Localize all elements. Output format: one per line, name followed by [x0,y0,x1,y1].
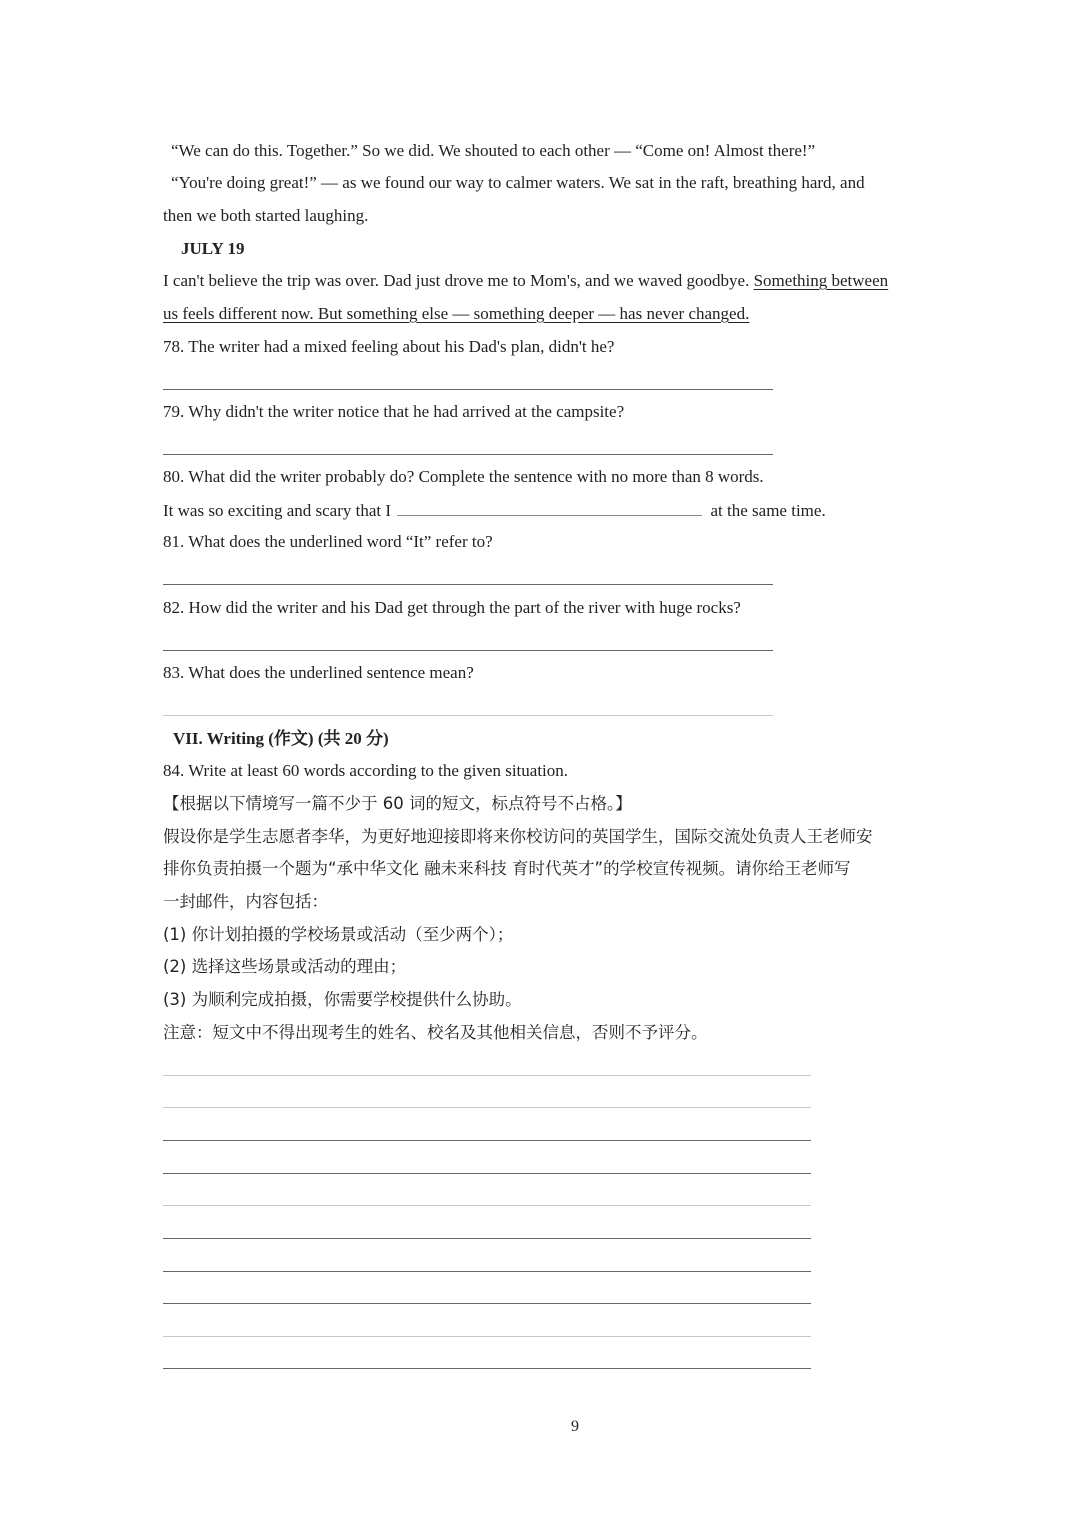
writing-line-3[interactable] [163,1140,811,1141]
answer-line-81[interactable] [163,584,773,585]
writing-line-8[interactable] [163,1303,811,1304]
exam-page [163,0,985,1527]
writing-line-4[interactable] [163,1173,811,1174]
story-line-1: “We can do this. Together.” So we did. We shouted to each other — “Come on! Almost there!” [171,141,816,160]
question-80: 80. What did the writer probably do? Complete the sentence with no more than 8 words. [163,467,764,486]
writing-line-5[interactable] [163,1205,811,1206]
writing-prompt-line-1: 假设你是学生志愿者李华，为更好地迎接即将来你校访问的英国学生，国际交流处负责人王老师安 [163,827,873,846]
answer-line-83[interactable] [163,715,773,716]
date-heading: JULY 19 [181,239,245,258]
answer-blank-80[interactable] [397,499,702,516]
answer-line-79[interactable] [163,454,773,455]
q80-sentence-before: It was so exciting and scary that I [163,501,392,520]
writing-instruction: 【根据以下情境写一篇不少于 60 词的短文，标点符号不占格。】 [163,794,632,813]
writing-line-2[interactable] [163,1107,811,1108]
writing-line-6[interactable] [163,1238,811,1239]
writing-item-2: (2) 选择这些场景或活动的理由； [163,957,407,976]
page-number: 9 [571,1418,579,1435]
question-84: 84. Write at least 60 words according to the given situation. [163,761,569,780]
writing-line-1[interactable] [163,1075,811,1076]
writing-line-10[interactable] [163,1368,811,1369]
writing-section-heading: VII. Writing (作文) (共 20 分) [173,729,389,748]
story-line-4-plain: I can't believe the trip was over. Dad just drove me to Mom's, and we waved goodbye. [163,271,754,290]
story-line-4 [163,270,888,292]
question-83: 83. What does the underlined sentence mean? [163,663,474,682]
underlined-sentence-part-1: Something between [753,271,889,290]
story-line-3: then we both started laughing. [163,206,369,225]
question-79: 79. Why didn't the writer notice that he had arrived at the campsite? [163,402,625,421]
writing-note: 注意：短文中不得出现考生的姓名、校名及其他相关信息，否则不予评分。 [163,1023,708,1042]
underlined-sentence-part-2: us feels different now. But something else — something deeper — has never changed. [163,304,750,323]
writing-line-9[interactable] [163,1336,811,1337]
writing-line-7[interactable] [163,1271,811,1272]
question-78: 78. The writer had a mixed feeling about his Dad's plan, didn't he? [163,337,615,356]
story-line-2: “You're doing great!” — as we found our way to calmer waters. We sat in the raft, breathing hard, and [171,173,865,192]
question-82: 82. How did the writer and his Dad get through the part of the river with huge rocks? [163,598,741,617]
question-80-sentence [163,499,826,522]
writing-prompt-line-2: 排你负责拍摄一个题为“承中华文化 融未来科技 育时代英才”的学校宣传视频。请你给王老师写 [163,859,851,878]
writing-prompt-line-3: 一封邮件，内容包括： [163,892,328,911]
writing-item-1: (1) 你计划拍摄的学校场景或活动（至少两个）； [163,925,514,944]
writing-item-3: (3) 为顺利完成拍摄，你需要学校提供什么协助。 [163,990,522,1009]
answer-line-82[interactable] [163,650,773,651]
question-81: 81. What does the underlined word “It” refer to? [163,532,493,551]
q80-sentence-after: at the same time. [710,501,826,520]
answer-line-78[interactable] [163,389,773,390]
